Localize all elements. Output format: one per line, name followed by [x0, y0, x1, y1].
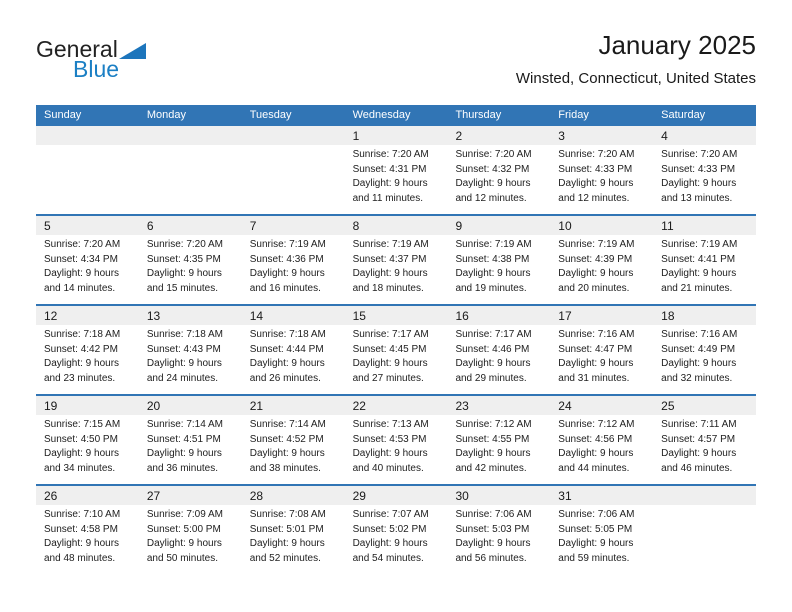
sunset-text: Sunset: 4:49 PM: [661, 343, 736, 355]
daylight-text: Daylight: 9 hours and 12 minutes.: [455, 178, 531, 204]
sunset-text: Sunset: 4:34 PM: [44, 253, 118, 265]
sunset-text: Sunset: 4:52 PM: [249, 433, 324, 445]
sunrise-text: Sunrise: 7:17 AM: [455, 329, 532, 340]
sunrise-text: Sunrise: 7:12 AM: [558, 419, 635, 430]
sunrise-text: Sunrise: 7:20 AM: [352, 149, 429, 160]
day-details: [242, 505, 345, 566]
sunset-text: Sunset: 4:58 PM: [44, 523, 118, 535]
weekday-header-wednesday: Wednesday: [352, 109, 411, 121]
day-details: [550, 235, 653, 296]
sunset-text: Sunset: 4:44 PM: [249, 343, 324, 355]
month-calendar: [36, 105, 756, 574]
day-cell-12: [36, 306, 139, 394]
day-details: [550, 415, 653, 476]
daylight-text: Daylight: 9 hours and 34 minutes.: [44, 448, 120, 474]
day-number: 23: [447, 396, 550, 415]
sunset-text: Sunset: 4:45 PM: [352, 343, 427, 355]
sunset-text: Sunset: 5:05 PM: [558, 523, 633, 535]
day-details: [550, 145, 653, 206]
day-details: [447, 415, 550, 476]
day-number: 19: [36, 396, 139, 415]
sunrise-text: Sunrise: 7:14 AM: [146, 419, 224, 430]
day-number: 20: [139, 396, 242, 415]
day-number: 9: [447, 216, 550, 235]
day-cell-22: [345, 396, 448, 484]
day-cell-21: [242, 396, 345, 484]
day-details: [139, 235, 242, 296]
sunset-text: Sunset: 4:51 PM: [146, 433, 221, 445]
day-cell-24: [550, 396, 653, 484]
day-number: 30: [447, 486, 550, 505]
day-number: 29: [345, 486, 448, 505]
weekday-header-sunday: Sunday: [44, 109, 82, 121]
daylight-text: Daylight: 9 hours and 14 minutes.: [44, 268, 120, 294]
sunset-text: Sunset: 5:01 PM: [249, 523, 324, 535]
day-details: [447, 235, 550, 296]
weeks-container: [36, 126, 756, 574]
day-number: 18: [653, 306, 756, 325]
day-cell-23: [447, 396, 550, 484]
day-details: [345, 145, 448, 206]
day-number: 22: [345, 396, 448, 415]
day-details: [242, 325, 345, 386]
sunrise-text: Sunrise: 7:17 AM: [352, 329, 429, 340]
sunset-text: Sunset: 4:39 PM: [558, 253, 633, 265]
day-cell-3: [550, 126, 653, 214]
day-number: 17: [550, 306, 653, 325]
day-number-empty: [653, 486, 756, 505]
day-cell-25: [653, 396, 756, 484]
day-details: [345, 235, 448, 296]
sunset-text: Sunset: 4:53 PM: [352, 433, 427, 445]
daylight-text: Daylight: 9 hours and 54 minutes.: [352, 538, 428, 564]
daylight-text: Daylight: 9 hours and 18 minutes.: [352, 268, 428, 294]
sunrise-text: Sunrise: 7:19 AM: [661, 239, 738, 250]
daylight-text: Daylight: 9 hours and 11 minutes.: [352, 178, 428, 204]
sunrise-text: Sunrise: 7:14 AM: [249, 419, 326, 430]
sunset-text: Sunset: 4:41 PM: [661, 253, 736, 265]
sunset-text: Sunset: 5:03 PM: [455, 523, 530, 535]
day-details: [36, 235, 139, 296]
sunset-text: Sunset: 4:42 PM: [44, 343, 118, 355]
sunset-text: Sunset: 4:33 PM: [661, 163, 736, 175]
day-number: 28: [242, 486, 345, 505]
sunset-text: Sunset: 4:38 PM: [455, 253, 530, 265]
day-number-empty: [36, 126, 139, 145]
empty-day-cell: [242, 126, 345, 214]
weekday-header-row: [36, 105, 756, 126]
daylight-text: Daylight: 9 hours and 24 minutes.: [146, 358, 222, 384]
daylight-text: Daylight: 9 hours and 40 minutes.: [352, 448, 428, 474]
day-details: [653, 145, 756, 206]
weekday-header-saturday: Saturday: [661, 109, 706, 121]
sunrise-text: Sunrise: 7:19 AM: [558, 239, 635, 250]
day-number: 10: [550, 216, 653, 235]
sunrise-text: Sunrise: 7:09 AM: [146, 509, 224, 520]
day-details: [36, 505, 139, 566]
sunset-text: Sunset: 4:47 PM: [558, 343, 633, 355]
day-cell-8: [345, 216, 448, 304]
sunrise-text: Sunrise: 7:12 AM: [455, 419, 532, 430]
daylight-text: Daylight: 9 hours and 27 minutes.: [352, 358, 428, 384]
sunrise-text: Sunrise: 7:16 AM: [558, 329, 635, 340]
day-cell-18: [653, 306, 756, 394]
sunset-text: Sunset: 4:55 PM: [455, 433, 530, 445]
daylight-text: Daylight: 9 hours and 12 minutes.: [558, 178, 634, 204]
daylight-text: Daylight: 9 hours and 38 minutes.: [249, 448, 325, 474]
day-number: 25: [653, 396, 756, 415]
sunrise-text: Sunrise: 7:16 AM: [661, 329, 738, 340]
sunrise-text: Sunrise: 7:06 AM: [455, 509, 532, 520]
day-details: [345, 505, 448, 566]
sunset-text: Sunset: 4:33 PM: [558, 163, 633, 175]
daylight-text: Daylight: 9 hours and 48 minutes.: [44, 538, 120, 564]
day-number: 12: [36, 306, 139, 325]
daylight-text: Daylight: 9 hours and 52 minutes.: [249, 538, 325, 564]
daylight-text: Daylight: 9 hours and 31 minutes.: [558, 358, 634, 384]
page-header: [36, 30, 756, 100]
day-details: [345, 325, 448, 386]
day-number: 31: [550, 486, 653, 505]
day-number: 5: [36, 216, 139, 235]
day-cell-10: [550, 216, 653, 304]
sunset-text: Sunset: 4:46 PM: [455, 343, 530, 355]
day-number: 26: [36, 486, 139, 505]
sunset-text: Sunset: 4:35 PM: [146, 253, 221, 265]
daylight-text: Daylight: 9 hours and 36 minutes.: [146, 448, 222, 474]
sunset-text: Sunset: 5:02 PM: [352, 523, 427, 535]
sunrise-text: Sunrise: 7:20 AM: [44, 239, 121, 250]
page-title: January 2025: [598, 30, 756, 60]
daylight-text: Daylight: 9 hours and 21 minutes.: [661, 268, 737, 294]
sunrise-text: Sunrise: 7:20 AM: [146, 239, 224, 250]
day-details: [139, 505, 242, 566]
daylight-text: Daylight: 9 hours and 32 minutes.: [661, 358, 737, 384]
page-subtitle: Winsted, Connecticut, United States: [515, 70, 756, 87]
day-details: [139, 325, 242, 386]
day-details: [550, 325, 653, 386]
day-details: [36, 415, 139, 476]
weekday-header-friday: Friday: [558, 109, 589, 121]
title-block: [256, 30, 756, 89]
sunset-text: Sunset: 4:57 PM: [661, 433, 736, 445]
daylight-text: Daylight: 9 hours and 23 minutes.: [44, 358, 120, 384]
day-number: 14: [242, 306, 345, 325]
day-cell-4: [653, 126, 756, 214]
week-row-3: [36, 304, 756, 394]
sunrise-text: Sunrise: 7:18 AM: [249, 329, 326, 340]
day-number: 15: [345, 306, 448, 325]
daylight-text: Daylight: 9 hours and 20 minutes.: [558, 268, 634, 294]
sunrise-text: Sunrise: 7:08 AM: [249, 509, 326, 520]
day-details: [36, 325, 139, 386]
sunset-text: Sunset: 4:31 PM: [352, 163, 427, 175]
day-details: [345, 415, 448, 476]
day-number: 7: [242, 216, 345, 235]
day-number-empty: [139, 126, 242, 145]
sunrise-text: Sunrise: 7:13 AM: [352, 419, 429, 430]
week-row-2: [36, 214, 756, 304]
day-cell-20: [139, 396, 242, 484]
day-number: 4: [653, 126, 756, 145]
daylight-text: Daylight: 9 hours and 56 minutes.: [455, 538, 531, 564]
day-details: [447, 145, 550, 206]
sunrise-text: Sunrise: 7:18 AM: [146, 329, 224, 340]
sunrise-text: Sunrise: 7:20 AM: [661, 149, 738, 160]
empty-day-cell: [36, 126, 139, 214]
daylight-text: Daylight: 9 hours and 50 minutes.: [146, 538, 222, 564]
day-cell-13: [139, 306, 242, 394]
day-details: [139, 415, 242, 476]
sunrise-text: Sunrise: 7:19 AM: [352, 239, 429, 250]
day-number-empty: [242, 126, 345, 145]
day-cell-11: [653, 216, 756, 304]
daylight-text: Daylight: 9 hours and 44 minutes.: [558, 448, 634, 474]
day-cell-31: [550, 486, 653, 574]
day-cell-14: [242, 306, 345, 394]
daylight-text: Daylight: 9 hours and 42 minutes.: [455, 448, 531, 474]
day-cell-7: [242, 216, 345, 304]
day-cell-28: [242, 486, 345, 574]
sunset-text: Sunset: 5:00 PM: [146, 523, 221, 535]
day-cell-30: [447, 486, 550, 574]
sunrise-text: Sunrise: 7:15 AM: [44, 419, 121, 430]
daylight-text: Daylight: 9 hours and 13 minutes.: [661, 178, 737, 204]
day-cell-9: [447, 216, 550, 304]
day-number: 11: [653, 216, 756, 235]
day-number: 8: [345, 216, 448, 235]
sunrise-text: Sunrise: 7:06 AM: [558, 509, 635, 520]
day-details: [447, 505, 550, 566]
week-row-1: [36, 126, 756, 214]
logo-text-blue: Blue: [73, 56, 120, 82]
sunrise-text: Sunrise: 7:07 AM: [352, 509, 429, 520]
daylight-text: Daylight: 9 hours and 26 minutes.: [249, 358, 325, 384]
day-number: 21: [242, 396, 345, 415]
day-cell-1: [345, 126, 448, 214]
sunset-text: Sunset: 4:56 PM: [558, 433, 633, 445]
day-details: [242, 415, 345, 476]
day-details: [242, 235, 345, 296]
weekday-header-thursday: Thursday: [455, 109, 502, 121]
empty-day-cell: [653, 486, 756, 574]
day-details: [653, 325, 756, 386]
sunrise-text: Sunrise: 7:19 AM: [249, 239, 326, 250]
daylight-text: Daylight: 9 hours and 59 minutes.: [558, 538, 634, 564]
sunset-text: Sunset: 4:50 PM: [44, 433, 118, 445]
sunset-text: Sunset: 4:43 PM: [146, 343, 221, 355]
sunrise-text: Sunrise: 7:18 AM: [44, 329, 121, 340]
day-cell-17: [550, 306, 653, 394]
blue-triangle-icon: [119, 43, 146, 59]
day-cell-6: [139, 216, 242, 304]
day-cell-27: [139, 486, 242, 574]
day-cell-19: [36, 396, 139, 484]
day-details: [653, 235, 756, 296]
weekday-header-tuesday: Tuesday: [249, 109, 292, 121]
general-blue-logo: [36, 38, 156, 90]
day-number: 27: [139, 486, 242, 505]
sunrise-text: Sunrise: 7:20 AM: [558, 149, 635, 160]
sunrise-text: Sunrise: 7:11 AM: [661, 419, 737, 430]
sunset-text: Sunset: 4:36 PM: [249, 253, 324, 265]
day-details: [447, 325, 550, 386]
day-cell-16: [447, 306, 550, 394]
day-cell-5: [36, 216, 139, 304]
sunset-text: Sunset: 4:37 PM: [352, 253, 427, 265]
sunset-text: Sunset: 4:32 PM: [455, 163, 530, 175]
week-row-4: [36, 394, 756, 484]
empty-day-cell: [139, 126, 242, 214]
day-number: 16: [447, 306, 550, 325]
daylight-text: Daylight: 9 hours and 16 minutes.: [249, 268, 325, 294]
logo-text-general: General: [36, 36, 118, 62]
daylight-text: Daylight: 9 hours and 15 minutes.: [146, 268, 222, 294]
daylight-text: Daylight: 9 hours and 46 minutes.: [661, 448, 737, 474]
daylight-text: Daylight: 9 hours and 19 minutes.: [455, 268, 531, 294]
day-cell-29: [345, 486, 448, 574]
weekday-header-monday: Monday: [146, 109, 186, 121]
day-number: 6: [139, 216, 242, 235]
sunrise-text: Sunrise: 7:19 AM: [455, 239, 532, 250]
day-number: 2: [447, 126, 550, 145]
day-number: 3: [550, 126, 653, 145]
day-details: [653, 415, 756, 476]
day-cell-15: [345, 306, 448, 394]
day-number: 13: [139, 306, 242, 325]
daylight-text: Daylight: 9 hours and 29 minutes.: [455, 358, 531, 384]
sunrise-text: Sunrise: 7:10 AM: [44, 509, 121, 520]
day-cell-26: [36, 486, 139, 574]
day-details: [550, 505, 653, 566]
sunrise-text: Sunrise: 7:20 AM: [455, 149, 532, 160]
day-number: 1: [345, 126, 448, 145]
week-row-5: [36, 484, 756, 574]
day-cell-2: [447, 126, 550, 214]
day-number: 24: [550, 396, 653, 415]
